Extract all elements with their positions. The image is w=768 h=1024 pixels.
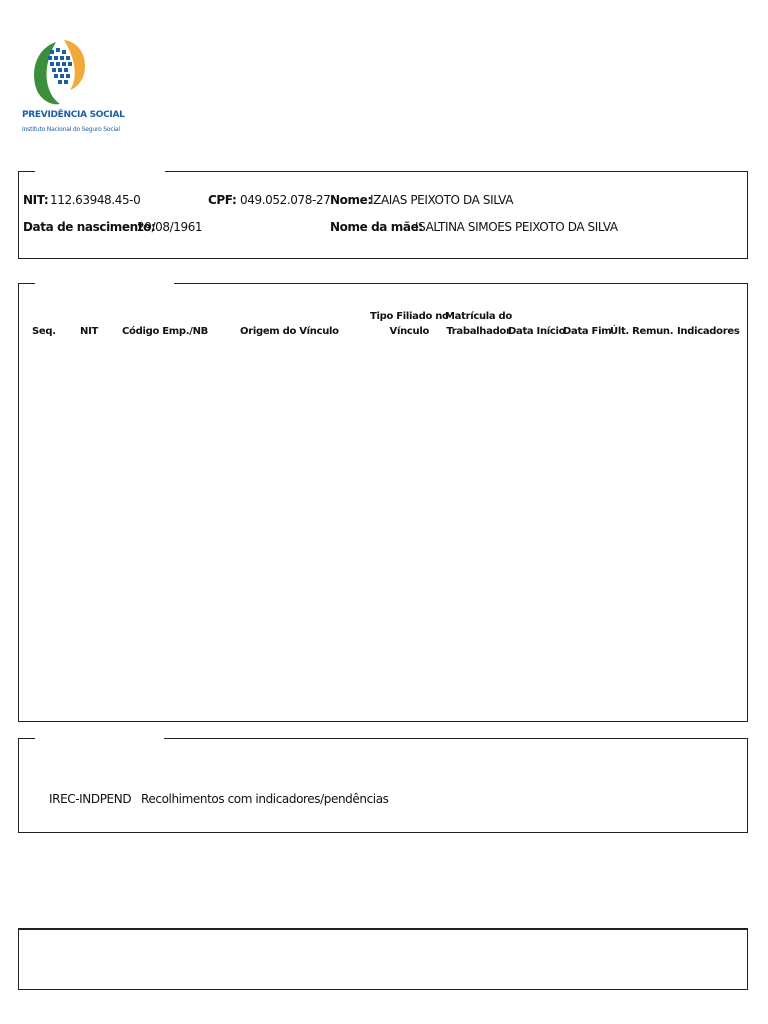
col-matricula xyxy=(445,309,512,339)
col-data-inicio: Data Início xyxy=(508,326,566,337)
nascimento-value: 29/08/1961 xyxy=(137,220,203,234)
col-nit: NIT xyxy=(80,326,99,337)
nit-label: NIT: xyxy=(23,193,49,207)
previdencia-logo xyxy=(20,38,125,142)
legend-box xyxy=(18,738,748,833)
mae-value: ISALTINA SIMOES PEIXOTO DA SILVA xyxy=(415,220,618,234)
col-matricula-line1: Matrícula do xyxy=(445,311,512,322)
nascimento-label: Data de nascimento: xyxy=(23,220,156,234)
col-codigo: Código Emp./NB xyxy=(122,326,208,337)
brand-name: PREVIDÊNCIA SOCIAL xyxy=(22,110,125,120)
col-tipo-line1: Tipo Filiado no xyxy=(370,311,449,322)
cpf-value: 049.052.078-27 xyxy=(240,193,331,207)
cpf-label: CPF: xyxy=(208,193,237,207)
nome-value: IZAIAS PEIXOTO DA SILVA xyxy=(370,193,514,207)
vinculos-table-box xyxy=(18,283,748,722)
footer-box xyxy=(18,928,748,990)
mae-label: Nome da mãe: xyxy=(330,220,423,234)
nit-value: 112.63948.45-0 xyxy=(50,193,141,207)
brand-subtitle: Instituto Nacional do Seguro Social xyxy=(22,126,120,133)
col-data-fim: Data Fim xyxy=(563,326,612,337)
col-indicadores: Indicadores xyxy=(677,326,740,337)
col-seq: Seq. xyxy=(32,326,56,337)
legend-code: IREC-INDPEND xyxy=(49,792,132,806)
nome-label: Nome: xyxy=(330,193,372,207)
col-tipo-filiado xyxy=(370,309,449,339)
col-tipo-line2: Vínculo xyxy=(389,326,430,337)
previdencia-emblem-icon xyxy=(30,38,90,106)
legend-description: Recolhimentos com indicadores/pendências xyxy=(141,792,389,806)
col-ult-remun: Últ. Remun. xyxy=(610,326,674,337)
col-origem: Origem do Vínculo xyxy=(240,326,339,337)
col-matricula-line2: Trabalhador xyxy=(446,326,511,337)
person-info-box xyxy=(18,171,748,259)
